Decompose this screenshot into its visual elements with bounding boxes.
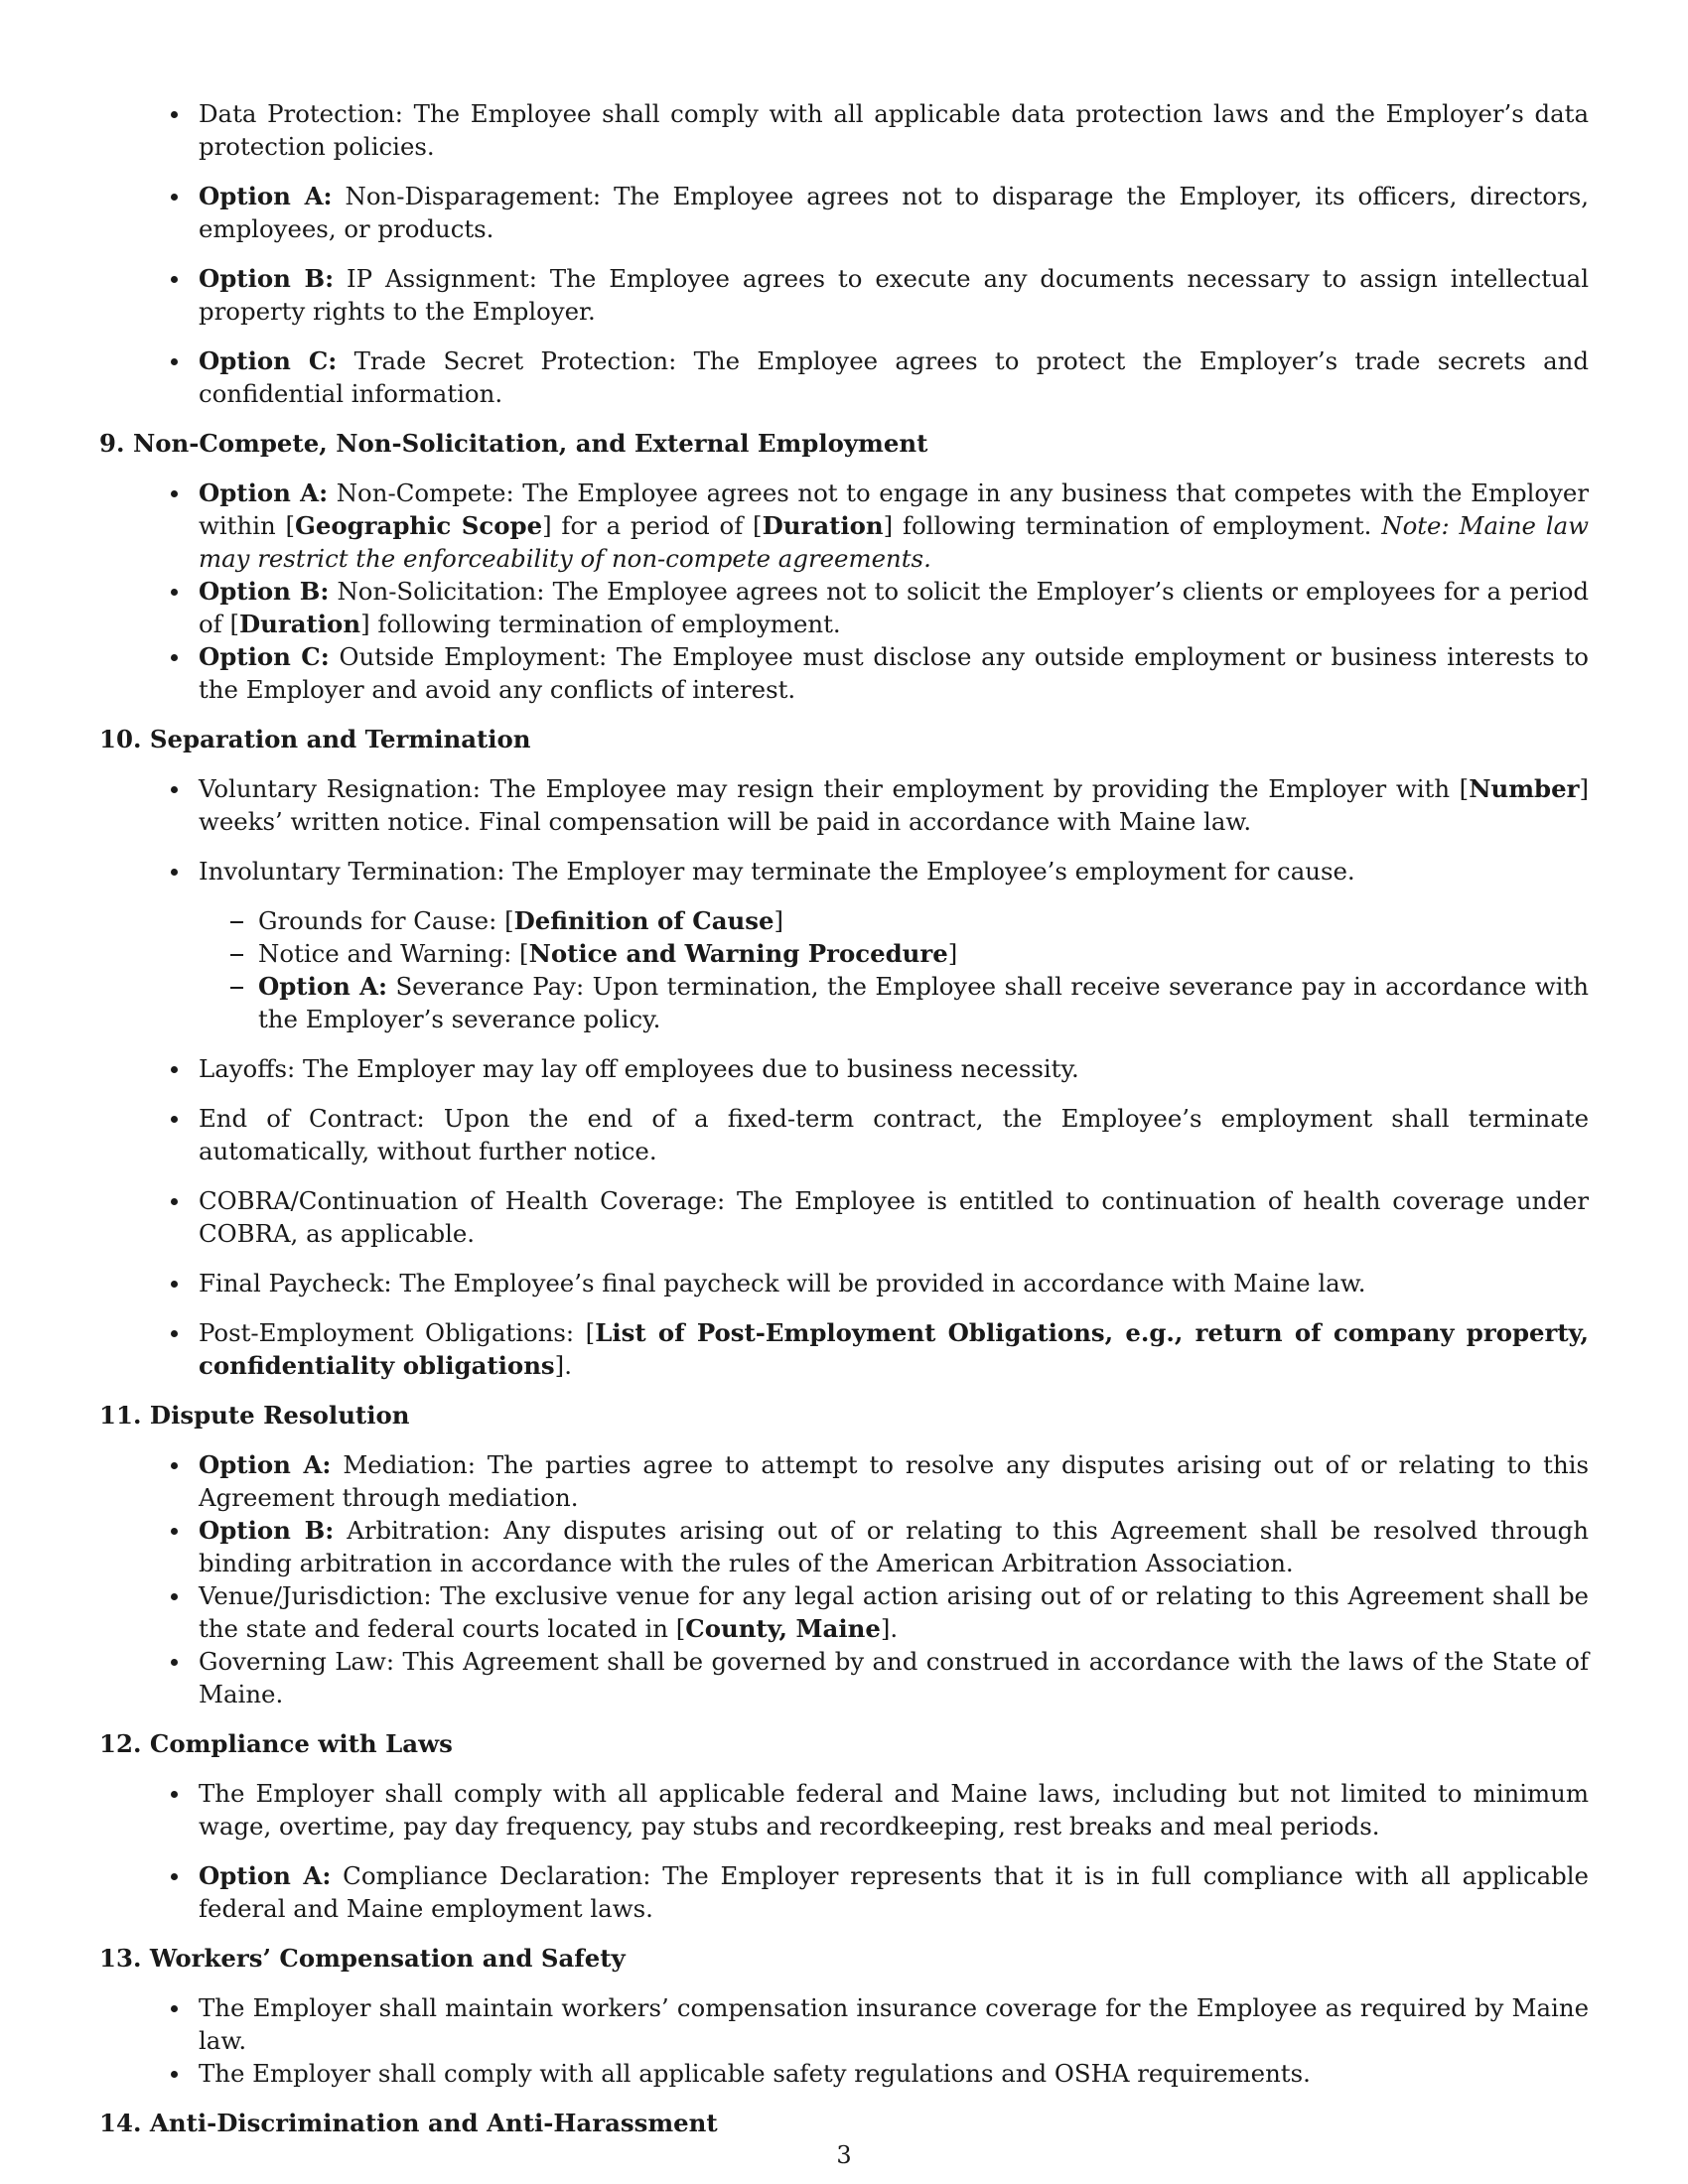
legal-note: Note: Maine law may restrict the enforceability of non-compete agreements. [199, 511, 1589, 573]
bullet-icon [131, 1102, 163, 1167]
section-heading-12: 12. Compliance with Laws [99, 1729, 453, 1758]
item-text: End of Contract: Upon the end of a fixed-term contract, the Employee’s employment shall terminate automatically, without further notice. [199, 1104, 1589, 1165]
option-text: Severance Pay: Upon termination, the Employee shall receive severance pay in accordance with the Employer’s severance policy. [258, 972, 1589, 1033]
list-item-non-disparagement [99, 180, 1589, 245]
list-item-end-of-contract [99, 1102, 1589, 1167]
placeholder-definition-of-cause: Definition of Cause [513, 906, 774, 935]
option-text: ] following termination of employment. [360, 610, 841, 638]
bullet-icon [131, 97, 163, 163]
item-text-part: Notice and Warning: [ [258, 939, 529, 968]
option-text: Non-Compete: The Employee agrees not to engage in any business that competes with the Employer within [ [199, 478, 1589, 540]
section-heading-9: 9. Non-Compete, Non-Solicitation, and External Employment [99, 429, 928, 458]
item-text-part: Voluntary Resignation: The Employee may resign their employment by providing the Employer with [ [199, 774, 1470, 803]
bullet-icon [131, 2057, 163, 2090]
placeholder-number: Number [1469, 774, 1580, 803]
item-text: The Employer shall comply with all applicable safety regulations and OSHA requirements. [199, 2059, 1311, 2088]
dash-icon [191, 937, 222, 970]
bullet-icon [131, 1316, 163, 1382]
item-text-part: ] [774, 906, 784, 935]
bullet-icon [131, 1645, 163, 1710]
placeholder-geographic-scope: Geographic Scope [295, 511, 543, 540]
list-item-compliance-declaration [99, 1859, 1589, 1925]
option-label: Option A: [199, 1861, 332, 1890]
item-text [163, 640, 1589, 706]
list-item-governing-law [99, 1645, 1589, 1710]
bullet-icon [131, 477, 163, 575]
item-text-part: ] weeks’ written notice. Final compensation will be paid in accordance with Maine law. [199, 774, 1589, 836]
item-text [163, 1316, 1589, 1382]
item-text-part: ] [947, 939, 958, 968]
item-text: Layoffs: The Employer may lay off employees due to business necessity. [199, 1054, 1079, 1083]
bullet-icon [131, 1267, 163, 1299]
option-text: Non-Solicitation: The Employee agrees not to solicit the Employer’s clients or employees for a period of [ [199, 577, 1589, 638]
list-item-voluntary-resignation [99, 772, 1589, 838]
item-text [163, 262, 1589, 328]
option-text: Compliance Declaration: The Employer represents that it is in full compliance with all applicable federal and Maine employment laws. [199, 1861, 1589, 1923]
bullet-icon [131, 1579, 163, 1645]
item-text [163, 772, 1589, 838]
list-item-mediation [99, 1448, 1589, 1514]
placeholder-notice-procedure: Notice and Warning Procedure [528, 939, 948, 968]
sublist-item-severance [99, 970, 1589, 1035]
list-item-compliance [99, 1777, 1589, 1843]
bullet-icon [131, 855, 163, 887]
bullet-icon [131, 1859, 163, 1925]
list-item-non-compete [99, 477, 1589, 575]
list-item-workers-comp [99, 1991, 1589, 2057]
item-text: Data Protection: The Employee shall comply with all applicable data protection laws and the Employer’s data protection policies. [199, 99, 1589, 161]
option-label: Option B: [199, 577, 330, 606]
option-label: Option B: [199, 264, 335, 293]
list-item-trade-secret [99, 344, 1589, 410]
item-text: The Employer shall comply with all applicable federal and Maine laws, including but not limited to minimum wage, overtime, pay day frequency, pay stubs and recordkeeping, rest breaks and meal periods. [199, 1779, 1589, 1841]
item-text-part: Post-Employment Obligations: [ [199, 1318, 596, 1347]
option-text: IP Assignment: The Employee agrees to execute any documents necessary to assign intellectual property rights to the Employer. [199, 264, 1589, 326]
bullet-icon [131, 344, 163, 410]
option-text: ] for a period of [ [542, 511, 763, 540]
section-heading-10: 10. Separation and Termination [99, 725, 531, 753]
document-page [99, 97, 1589, 2139]
bullet-icon [131, 640, 163, 706]
bullet-icon [131, 1448, 163, 1514]
list-item-cobra [99, 1184, 1589, 1250]
list-item-venue [99, 1579, 1589, 1645]
item-text [222, 904, 1589, 937]
option-text: Non-Disparagement: The Employee agrees not to disparage the Employer, its officers, directors, employees, or products. [199, 182, 1589, 243]
section-heading-13: 13. Workers’ Compensation and Safety [99, 1944, 626, 1973]
section-heading-14: 14. Anti-Discrimination and Anti-Harassment [99, 2109, 718, 2137]
item-text [163, 180, 1589, 245]
list-item-involuntary-termination [99, 855, 1589, 887]
item-text [163, 1448, 1589, 1514]
option-label: Option A: [199, 1450, 332, 1479]
item-text: COBRA/Continuation of Health Coverage: The Employee is entitled to continuation of health coverage under COBRA, as applicable. [199, 1186, 1589, 1248]
option-text: Trade Secret Protection: The Employee agrees to protect the Employer’s trade secrets and confidential information. [199, 346, 1589, 408]
page-number: 3 [836, 2141, 852, 2169]
item-text [163, 1579, 1589, 1645]
list-item-final-paycheck [99, 1267, 1589, 1299]
item-text [163, 477, 1589, 575]
option-text: Arbitration: Any disputes arising out of or relating to this Agreement shall be resolved through binding arbitration in accordance with the rules of the American Arbitration Association. [199, 1516, 1589, 1577]
item-text: The Employer shall maintain workers’ compensation insurance coverage for the Employee as required by Maine law. [199, 1993, 1589, 2055]
option-label: Option C: [199, 346, 338, 375]
option-text: Outside Employment: The Employee must disclose any outside employment or business interests to the Employer and avoid any conflicts of interest. [199, 642, 1589, 704]
item-text-part: Venue/Jurisdiction: The exclusive venue for any legal action arising out of or relating to this Agreement shall be the state and federal courts located in [ [199, 1581, 1589, 1643]
placeholder-post-employment-obligations: List of Post-Employment Obligations, e.g., return of company property, confidentiality obligations [199, 1318, 1589, 1380]
list-item-layoffs [99, 1052, 1589, 1085]
bullet-icon [131, 1184, 163, 1250]
item-text: Governing Law: This Agreement shall be governed by and construed in accordance with the laws of the State of Maine. [199, 1647, 1589, 1708]
item-text-part: Grounds for Cause: [ [258, 906, 514, 935]
bullet-icon [131, 1514, 163, 1579]
list-item-arbitration [99, 1514, 1589, 1579]
item-text [163, 1859, 1589, 1925]
item-text [222, 970, 1589, 1035]
section-heading-11: 11. Dispute Resolution [99, 1401, 410, 1430]
option-text: Mediation: The parties agree to attempt to resolve any disputes arising out of or relating to this Agreement through mediation. [199, 1450, 1589, 1512]
dash-icon [191, 970, 222, 1035]
item-text-part: ]. [554, 1351, 572, 1380]
option-label: Option A: [199, 182, 333, 210]
option-label: Option B: [199, 1516, 335, 1545]
list-item-data-protection [99, 97, 1589, 163]
option-label: Option A: [199, 478, 329, 507]
item-text [163, 1514, 1589, 1579]
dash-icon [191, 904, 222, 937]
option-label: Option A: [258, 972, 387, 1001]
item-text: Final Paycheck: The Employee’s final paycheck will be provided in accordance with Maine law. [199, 1269, 1366, 1297]
item-text: Involuntary Termination: The Employer may terminate the Employee’s employment for cause. [199, 857, 1355, 886]
placeholder-duration: Duration [762, 511, 884, 540]
option-text: ] following termination of employment. [883, 511, 1382, 540]
bullet-icon [131, 1777, 163, 1843]
item-text [163, 575, 1589, 640]
bullet-icon [131, 772, 163, 838]
bullet-icon [131, 575, 163, 640]
list-item-outside-employment [99, 640, 1589, 706]
list-item-non-solicitation [99, 575, 1589, 640]
bullet-icon [131, 1991, 163, 2057]
list-item-safety [99, 2057, 1589, 2090]
sublist-item-grounds [99, 904, 1589, 937]
list-item-post-employment [99, 1316, 1589, 1382]
item-text [163, 344, 1589, 410]
list-item-ip-assignment [99, 262, 1589, 328]
bullet-icon [131, 180, 163, 245]
item-text [222, 937, 1589, 970]
placeholder-county: County, Maine [685, 1614, 881, 1643]
option-label: Option C: [199, 642, 330, 671]
bullet-icon [131, 1052, 163, 1085]
item-text-part: ]. [880, 1614, 899, 1643]
bullet-icon [131, 262, 163, 328]
sublist-item-notice [99, 937, 1589, 970]
placeholder-duration: Duration [238, 610, 361, 638]
